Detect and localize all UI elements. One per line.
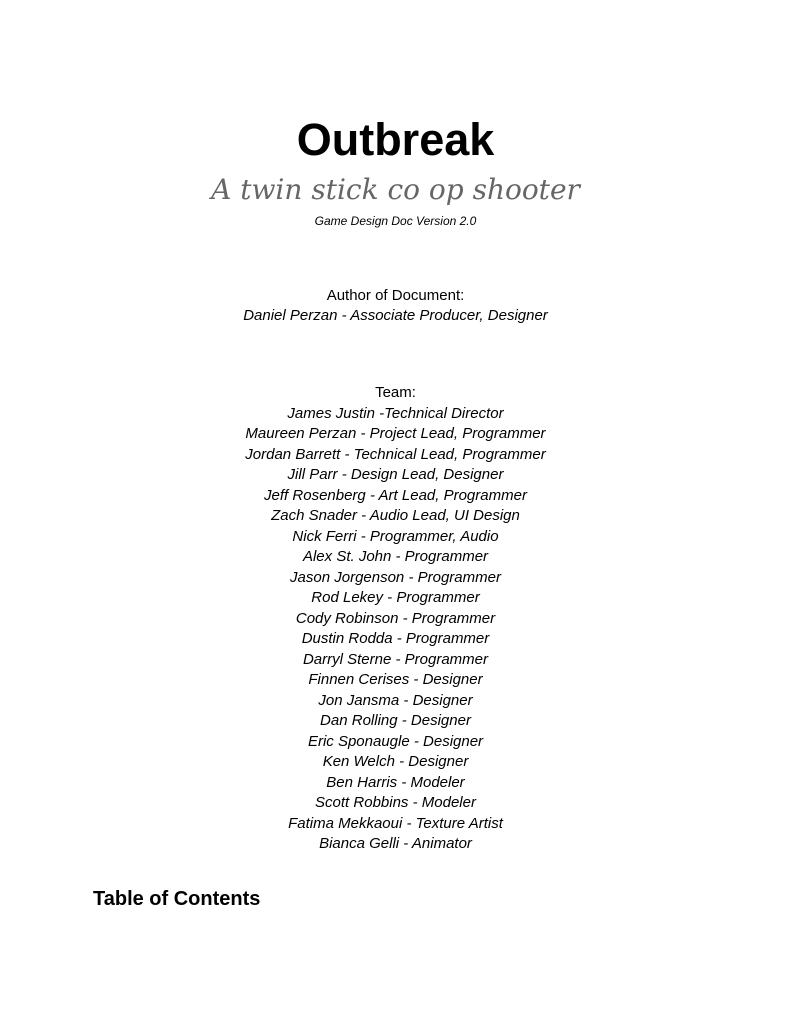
team-member: Maureen Perzan - Project Lead, Programmer (245, 425, 546, 442)
team-member: Dustin Rodda - Programmer (301, 630, 490, 647)
team-member: Jason Jorgenson - Programmer (290, 568, 501, 586)
table-of-contents-heading: Table of Contents (93, 888, 261, 910)
team-member: Fatima Mekkaoui - Texture Artist (288, 814, 503, 832)
team-list (0, 404, 791, 855)
team-member: Nick Ferri - Programmer, Audio (292, 527, 499, 545)
team-member: James Justin -Technical Director (287, 404, 504, 422)
document-version: Game Design Doc Version 2.0 (314, 214, 477, 228)
team-member: Rod Lekey - Programmer (311, 589, 480, 606)
team-member: Jon Jansma - Designer (318, 691, 473, 709)
team-member: Jill Parr - Design Lead, Designer (287, 466, 504, 483)
team-member: Finnen Cerises - Designer (308, 671, 483, 688)
team-member: Dan Rolling - Designer (320, 712, 471, 729)
team-member: Scott Robbins - Modeler (315, 794, 476, 811)
team-member: Jordan Barrett - Technical Lead, Programmer (245, 445, 546, 463)
document-subtitle: A twin stick co op shooter (211, 173, 580, 206)
team-member: Jeff Rosenberg - Art Lead, Programmer (264, 486, 527, 504)
team-member: Ben Harris - Modeler (326, 773, 465, 791)
team-member: Alex St. John - Programmer (302, 548, 489, 565)
team-member: Ken Welch - Designer (322, 753, 469, 770)
team-label: Team: (375, 384, 416, 401)
team-member: Zach Snader - Audio Lead, UI Design (271, 507, 520, 524)
team-member: Bianca Gelli - Animator (319, 835, 472, 852)
author-label: Author of Document: (326, 287, 465, 304)
team-member: Darryl Sterne - Programmer (302, 650, 489, 668)
team-member: Eric Sponaugle - Designer (307, 732, 484, 750)
team-member: Cody Robinson - Programmer (295, 609, 496, 627)
author-name: Daniel Perzan - Associate Producer, Designer (243, 307, 548, 324)
document-title: Outbreak (296, 114, 495, 165)
